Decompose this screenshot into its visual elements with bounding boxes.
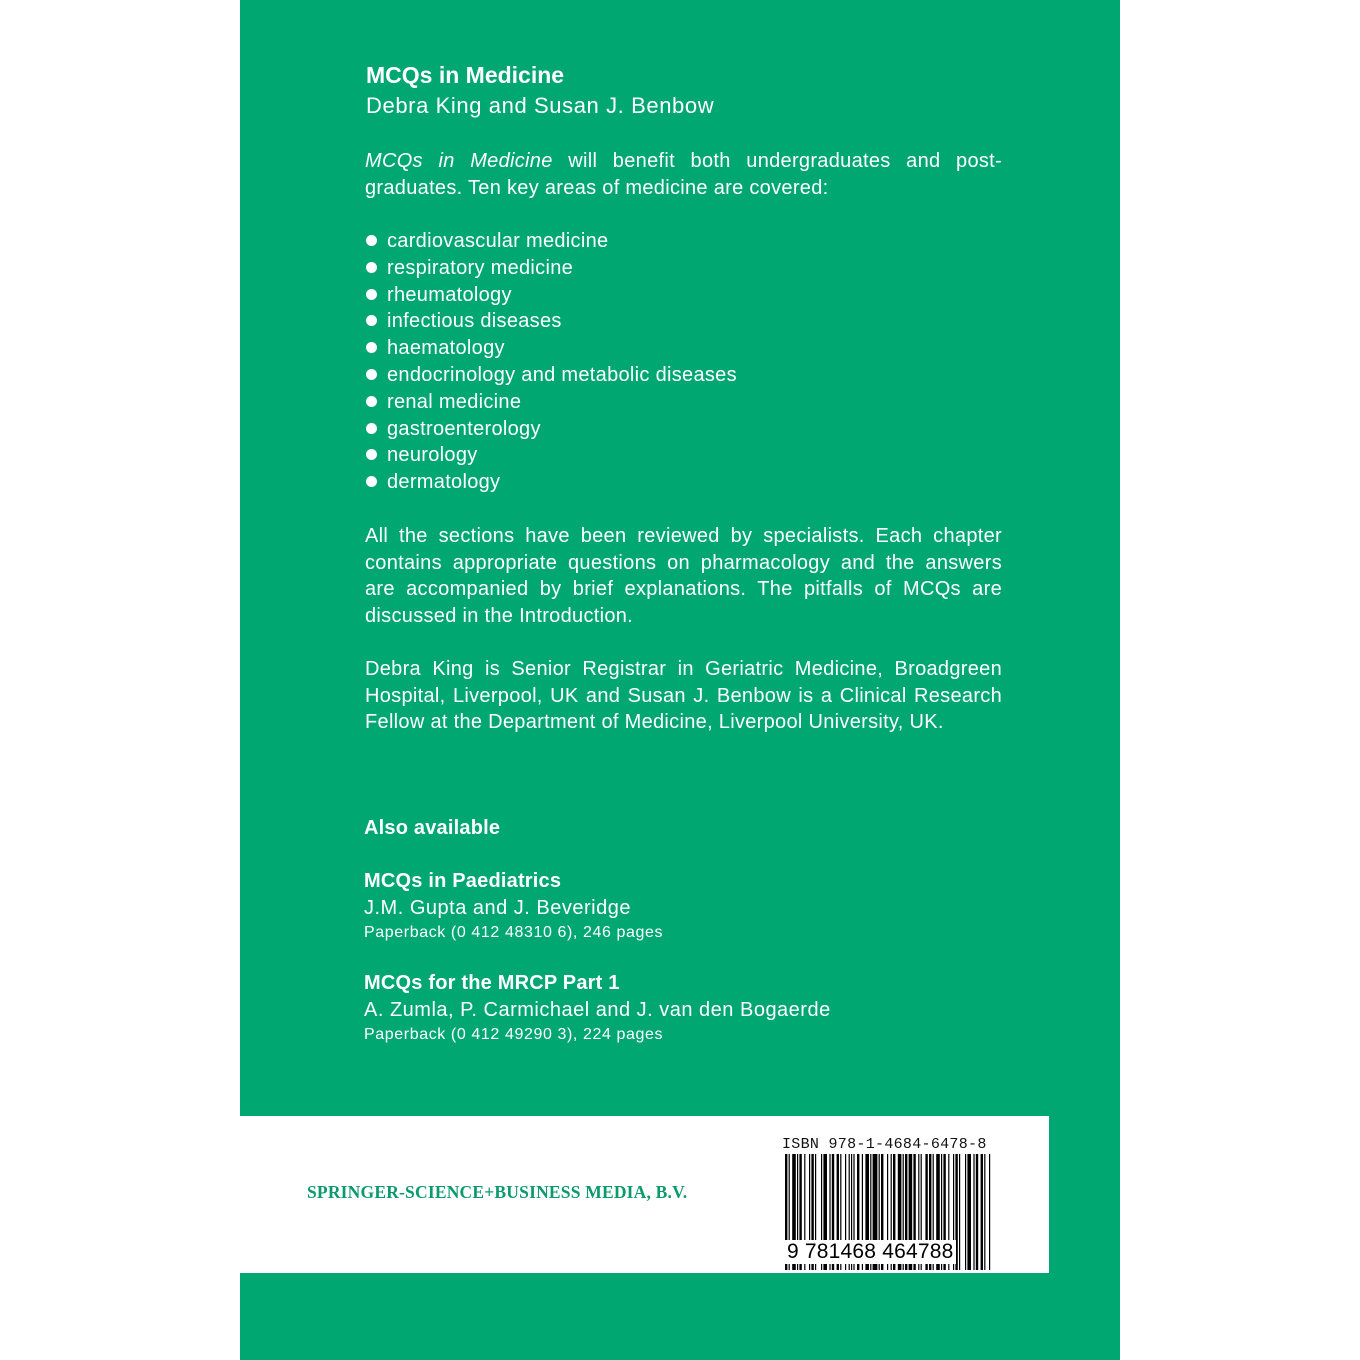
barcode-bar: [973, 1154, 974, 1270]
review-paragraph: All the sections have been reviewed by specialists. Each chapter contains appropriate questions on pharmacology and the answers are accompanied by brief explanations. The pitfalls of MCQs are discussed in the Introduction.: [365, 525, 1002, 627]
list-item: [366, 255, 737, 282]
barcode-bar: [989, 1154, 990, 1270]
list-item-label: neurology: [387, 444, 478, 467]
medicine-areas-list: [366, 228, 737, 496]
barcode-bar: [981, 1154, 983, 1270]
list-item-label: respiratory medicine: [387, 256, 574, 279]
list-item-label: dermatology: [387, 471, 501, 494]
book-authors: Debra King and Susan J. Benbow: [366, 93, 715, 118]
list-item-label: endocrinology and metabolic diseases: [387, 363, 737, 386]
list-item: [366, 308, 737, 335]
list-item: [366, 335, 737, 362]
related-book-info: Paperback (0 412 48310 6), 246 pages: [364, 924, 664, 941]
isbn-label: ISBN 978-1-4684-6478-8: [782, 1136, 987, 1153]
publisher-name: SPRINGER-SCIENCE+BUSINESS MEDIA, B.V.: [307, 1182, 688, 1202]
list-item: [366, 362, 737, 389]
book-title: MCQs in Medicine: [366, 62, 565, 88]
bullet-icon: [366, 342, 377, 353]
list-item-label: rheumatology: [387, 283, 512, 306]
intro-text: will benefit both undergraduates and post-graduates. Ten key areas of medicine are covered:: [365, 150, 1002, 199]
bullet-icon: [366, 476, 377, 487]
barcode-bar: [965, 1154, 966, 1270]
list-item: [366, 442, 737, 469]
bullet-icon: [366, 235, 377, 246]
barcode-bar: [959, 1154, 960, 1270]
list-item-label: renal medicine: [387, 390, 522, 413]
footer-band: [240, 1116, 1049, 1273]
intro-title-italic: MCQs in Medicine: [365, 150, 553, 172]
list-item-label: cardiovascular medicine: [387, 230, 609, 252]
bullet-icon: [366, 262, 377, 273]
list-item-label: haematology: [387, 337, 505, 360]
related-book-title: MCQs for the MRCP Part 1: [364, 972, 620, 994]
barcode-number: 9 781468 464788: [787, 1240, 954, 1263]
list-item-label: gastroenterology: [387, 417, 541, 440]
barcode-bar: [967, 1154, 971, 1270]
bullet-icon: [366, 369, 377, 380]
bullet-icon: [366, 423, 377, 434]
bullet-icon: [366, 289, 377, 300]
intro-paragraph: [365, 148, 1002, 201]
list-item: [366, 389, 737, 416]
list-item: [366, 469, 737, 496]
author-bio-paragraph: Debra King is Senior Registrar in Geriatric Medicine, Broadgreen Hospital, Liverpool, UK and Susan J. Benbow is a Clinical Research Fellow at the Department of Medicine, Liverpool University, UK.: [365, 658, 1002, 734]
list-item: [366, 282, 737, 309]
barcode-bar: [984, 1154, 985, 1270]
list-item: [366, 228, 737, 255]
related-book-authors: A. Zumla, P. Carmichael and J. van den Bogaerde: [364, 999, 831, 1021]
barcode-bar: [955, 1154, 957, 1270]
list-item-label: infectious diseases: [387, 310, 562, 333]
bullet-icon: [366, 315, 377, 326]
bullet-icon: [366, 396, 377, 407]
barcode-bar: [976, 1154, 978, 1270]
related-book-title: MCQs in Paediatrics: [364, 870, 562, 892]
also-available-heading: Also available: [364, 817, 501, 839]
related-book-info: Paperback (0 412 49290 3), 224 pages: [364, 1026, 664, 1043]
bullet-icon: [366, 449, 377, 460]
list-item: [366, 416, 737, 443]
related-book-authors: J.M. Gupta and J. Beveridge: [364, 897, 631, 919]
